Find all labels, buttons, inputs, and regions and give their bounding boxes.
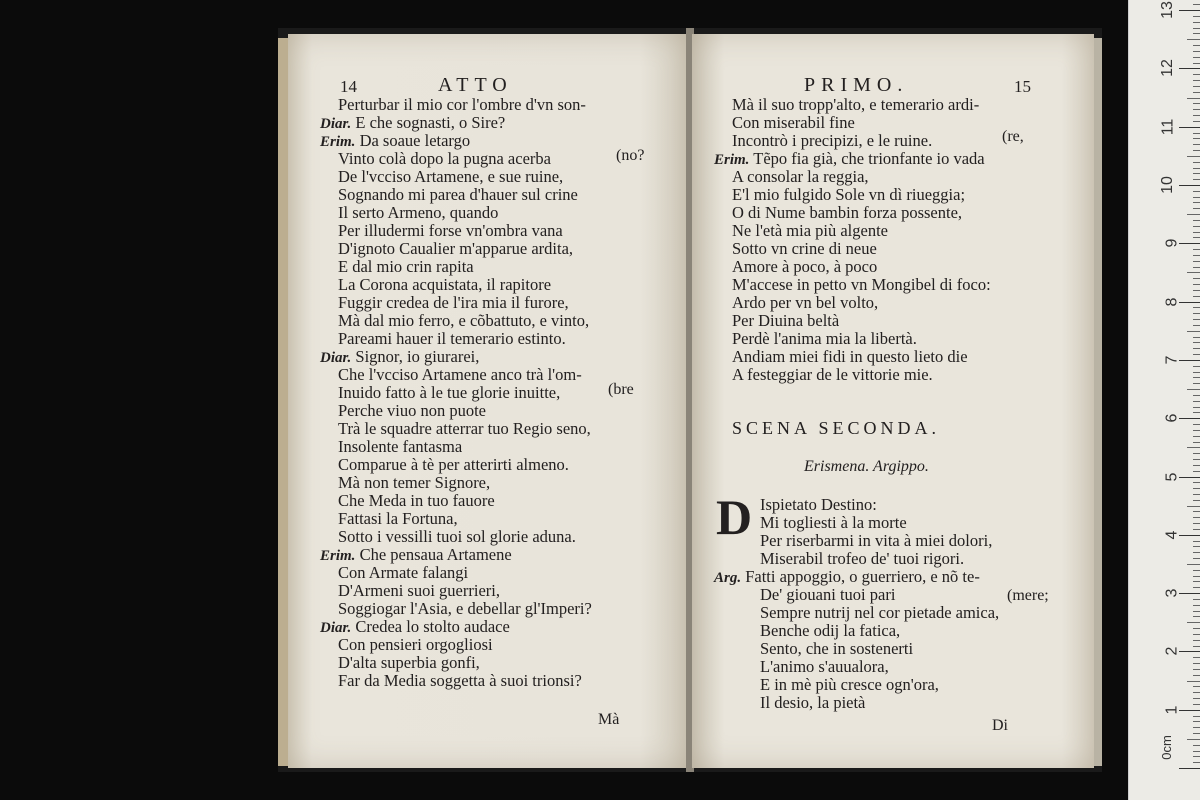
text-line (338, 204, 498, 222)
ruler-tick (1179, 127, 1200, 128)
ruler-tick (1193, 628, 1200, 629)
ruler-tick (1193, 762, 1200, 763)
text-line (760, 622, 900, 640)
ruler-tick (1193, 576, 1200, 577)
text-line (732, 240, 877, 258)
ruler-tick (1193, 307, 1200, 308)
verse-text: Sempre nutrij nel cor pietade amica, (760, 603, 1000, 622)
text-line (338, 276, 551, 294)
ruler-number: 12 (1159, 59, 1177, 78)
ruler-tick (1193, 727, 1200, 728)
ruler-number: 8 (1163, 297, 1181, 307)
ruler-tick (1193, 138, 1200, 139)
ruler-tick (1193, 366, 1200, 367)
speaker-label: Diar. (320, 620, 352, 636)
verse-text: Mi togliesti à la morte (760, 513, 907, 532)
ruler-tick (1193, 529, 1200, 530)
text-line (732, 168, 869, 186)
verse-text: Per riserbarmi in vita à miei dolori, (760, 531, 993, 550)
text-line (338, 96, 586, 114)
verse-text: Sognando mi parea d'hauer sul crine (338, 185, 578, 204)
text-line (338, 420, 591, 438)
speaker-label: Diar. (320, 350, 352, 366)
verse-text: E in mè più cresce ogn'ora, (760, 675, 939, 694)
text-line (338, 186, 578, 204)
text-line (338, 654, 480, 672)
scene-title: SCENA SECONDA. (732, 418, 941, 438)
text-line (338, 258, 474, 276)
ruler-tick (1193, 115, 1200, 116)
verse-text: D'alta superbia gonfi, (338, 653, 480, 672)
ruler-tick (1193, 249, 1200, 250)
verse-text: Perche viuo non puote (338, 401, 487, 420)
ruler-tick (1193, 412, 1200, 413)
ruler-tick (1193, 232, 1200, 233)
text-line (732, 222, 888, 240)
ruler-tick (1193, 372, 1200, 373)
ruler-tick (1193, 28, 1200, 29)
text-line (732, 366, 933, 384)
verse-text: Tẽpo fia già, che trionfante io vada (753, 149, 985, 168)
ruler-tick (1193, 337, 1200, 338)
ruler-tick (1193, 45, 1200, 46)
verse-text: A consolar la reggia, (732, 167, 869, 186)
ruler-tick (1187, 389, 1200, 390)
verse-text: Il desio, la pietà (760, 693, 866, 712)
ruler-tick (1179, 10, 1200, 11)
text-line (760, 550, 964, 568)
ruler-tick (1193, 237, 1200, 238)
verse-text: Fattasi la Fortuna, (338, 509, 458, 528)
ruler-number: 4 (1163, 530, 1181, 540)
ruler-tick (1193, 4, 1200, 5)
text-line (338, 528, 576, 546)
ruler-tick (1193, 471, 1200, 472)
text-line (732, 330, 917, 348)
text-line (732, 312, 839, 330)
ruler-tick (1179, 535, 1200, 536)
text-line (338, 330, 566, 348)
ruler-tick (1193, 692, 1200, 693)
ruler-tick (1193, 511, 1200, 512)
verse-text: Insolente fantasma (338, 437, 463, 456)
text-line (760, 514, 907, 532)
verse-text: O di Nume bambin forza possente, (732, 203, 963, 222)
ruler-tick (1193, 453, 1200, 454)
ruler-tick (1179, 710, 1200, 711)
ruler-tick (1193, 348, 1200, 349)
ruler-tick (1193, 173, 1200, 174)
ruler-tick (1193, 261, 1200, 262)
ruler-tick (1179, 68, 1200, 69)
ruler-tick (1179, 302, 1200, 303)
left-catchword: Mà (598, 711, 620, 728)
ruler-tick (1193, 494, 1200, 495)
left-page-header: ATTO (438, 74, 513, 96)
ruler-tick (1193, 168, 1200, 169)
ruler-tick (1179, 768, 1200, 769)
ruler-tick (1187, 447, 1200, 448)
ruler-tick (1193, 133, 1200, 134)
verse-text: Perdè l'anima mia la libertà. (732, 329, 917, 348)
ruler-number: 9 (1163, 238, 1181, 248)
ruler-tick (1187, 681, 1200, 682)
text-line (732, 348, 968, 366)
ruler-tick (1193, 459, 1200, 460)
ruler-tick (1193, 634, 1200, 635)
verse-text: Perturbar il mio cor l'ombre d'vn son- (338, 95, 586, 114)
ruler-tick (1179, 243, 1200, 244)
text-line (338, 150, 551, 168)
speaker-label: Arg. (714, 570, 742, 586)
ruler-tick (1193, 733, 1200, 734)
text-line (338, 222, 563, 240)
text-line (338, 240, 573, 258)
ruler-tick (1193, 290, 1200, 291)
verse-text: D'Armeni suoi guerrieri, (338, 581, 500, 600)
ruler-tick (1193, 202, 1200, 203)
verse-text: Mà non temer Signore, (338, 473, 491, 492)
ruler-tick (1193, 570, 1200, 571)
verse-text: E che sognasti, o Sire? (355, 113, 506, 132)
ruler-tick (1193, 541, 1200, 542)
verse-text: Incontrò i precipizi, e le ruine. (732, 131, 933, 150)
ruler-tick (1193, 92, 1200, 93)
right-catchword: Di (992, 717, 1008, 734)
text-line (732, 204, 962, 222)
ruler-tick (1193, 442, 1200, 443)
ruler-tick (1193, 377, 1200, 378)
speaker-label: Erim. (320, 134, 356, 150)
text-line (338, 492, 495, 510)
ruler-number: 10 (1159, 176, 1177, 194)
ruler-tick (1193, 74, 1200, 75)
ruler-tick (1193, 86, 1200, 87)
left-side-note: (bre (608, 381, 634, 398)
ruler-tick (1193, 424, 1200, 425)
text-line (760, 676, 939, 694)
ruler-tick (1187, 272, 1200, 273)
ruler-tick (1193, 57, 1200, 58)
scene-characters: Erismena. Argippo. (804, 458, 929, 475)
verse-text: Andiam miei fidi in questo lieto die (732, 347, 968, 366)
ruler-tick (1193, 401, 1200, 402)
ruler-tick (1193, 500, 1200, 501)
ruler-tick (1193, 616, 1200, 617)
verse-text: Mà dal mio ferro, e cõbattuto, e vinto, (338, 311, 590, 330)
ruler-tick (1193, 704, 1200, 705)
ruler-tick (1193, 103, 1200, 104)
ruler-tick (1193, 208, 1200, 209)
ruler-tick (1187, 564, 1200, 565)
ruler-tick (1193, 220, 1200, 221)
ruler-tick (1193, 179, 1200, 180)
verse-text: Fuggir credea de l'ira mia il furore, (338, 293, 569, 312)
ruler-tick (1187, 39, 1200, 40)
verse-text: Ispietato Destino: (760, 495, 877, 514)
left-side-note: (no? (616, 147, 645, 164)
ruler-tick (1193, 745, 1200, 746)
ruler-tick (1193, 558, 1200, 559)
ruler-number: 1 (1163, 705, 1181, 715)
ruler-tick (1193, 395, 1200, 396)
ruler-tick (1193, 197, 1200, 198)
ruler-tick (1193, 313, 1200, 314)
ruler-tick (1179, 477, 1200, 478)
verse-text: Che l'vcciso Artamene anco trà l'om- (338, 365, 582, 384)
text-line (338, 510, 458, 528)
verse-text: M'accese in petto vn Mongibel di foco: (732, 275, 991, 294)
text-line (338, 474, 490, 492)
ruler-tick (1193, 669, 1200, 670)
ruler-tick (1193, 552, 1200, 553)
ruler-tick (1193, 325, 1200, 326)
right-page-header: PRIMO. (804, 74, 909, 96)
ruler-tick (1193, 523, 1200, 524)
ruler-tick (1179, 360, 1200, 361)
text-line (760, 604, 999, 622)
ruler-tick (1179, 418, 1200, 419)
verse-text: E dal mio crin rapita (338, 257, 474, 276)
measuring-ruler (1128, 0, 1200, 800)
verse-text: Con pensieri orgogliosi (338, 635, 493, 654)
ruler-tick (1187, 622, 1200, 623)
text-line (732, 96, 979, 114)
ruler-tick (1193, 430, 1200, 431)
right-side-note: (re, (1002, 128, 1024, 145)
text-line (760, 586, 895, 604)
ruler-tick (1193, 407, 1200, 408)
ruler-tick (1193, 342, 1200, 343)
ruler-number: 3 (1163, 588, 1181, 598)
verse-text: Per Diuina beltà (732, 311, 840, 330)
ruler-tick (1193, 587, 1200, 588)
verse-text: Miserabil trofeo de' tuoi rigori. (760, 549, 965, 568)
text-line (732, 132, 932, 150)
ruler-tick (1187, 331, 1200, 332)
ruler-tick (1193, 22, 1200, 23)
text-line (732, 276, 991, 294)
ruler-tick (1193, 354, 1200, 355)
ruler-tick (1193, 121, 1200, 122)
ruler-tick (1193, 721, 1200, 722)
verse-text: Da soaue letargo (359, 131, 471, 150)
verse-text: Soggiogar l'Asia, e debellar gl'Imperi? (338, 599, 592, 618)
ruler-tick (1193, 63, 1200, 64)
verse-text: Benche odij la fatica, (760, 621, 901, 640)
ruler-tick (1193, 162, 1200, 163)
ruler-tick (1193, 383, 1200, 384)
ruler-tick (1193, 16, 1200, 17)
text-line (338, 456, 569, 474)
ruler-tick (1193, 278, 1200, 279)
text-line (732, 258, 877, 276)
ruler-tick (1193, 716, 1200, 717)
ruler-tick (1193, 517, 1200, 518)
text-line (760, 640, 913, 658)
text-line (338, 312, 589, 330)
ruler-tick (1193, 663, 1200, 664)
verse-text: Mà il suo tropp'alto, e temerario ardi- (732, 95, 980, 114)
verse-text: Far da Media soggetta à suoi trionsi? (338, 671, 582, 690)
verse-text: De l'vcciso Artamene, e sue ruine, (338, 167, 564, 186)
ruler-tick (1193, 646, 1200, 647)
text-line (732, 294, 878, 312)
text-line (338, 168, 563, 186)
ruler-tick (1193, 482, 1200, 483)
open-book (278, 28, 1102, 772)
ruler-tick (1187, 739, 1200, 740)
verse-text: Che pensaua Artamene (359, 545, 512, 564)
verse-text: Sento, che in sostenerti (760, 639, 914, 658)
drop-cap: D (716, 489, 753, 545)
ruler-tick (1193, 191, 1200, 192)
text-line (338, 672, 582, 690)
verse-text: Sotto vn crine di neue (732, 239, 877, 258)
ruler-unit-label: 0cm (1159, 735, 1175, 760)
verse-text: Signor, io giurarei, (355, 347, 480, 366)
ruler-tick (1179, 593, 1200, 594)
verse-text: Pareami hauer il temerario estinto. (338, 329, 566, 348)
ruler-tick (1193, 109, 1200, 110)
ruler-tick (1193, 581, 1200, 582)
ruler-tick (1193, 640, 1200, 641)
ruler-tick (1179, 651, 1200, 652)
text-line (760, 496, 877, 514)
ruler-tick (1193, 611, 1200, 612)
ruler-tick (1187, 156, 1200, 157)
text-line (760, 532, 992, 550)
verse-text: A festeggiar de le vittorie mie. (732, 365, 933, 384)
verse-text: Amore à poco, à poco (732, 257, 878, 276)
ruler-tick (1193, 751, 1200, 752)
verse-text: Che Meda in tuo fauore (338, 491, 495, 510)
ruler-tick (1193, 675, 1200, 676)
verse-text: Inuido fatto à le tue glorie inuitte, (338, 383, 561, 402)
verse-text: Ne l'età mia più algente (732, 221, 888, 240)
ruler-tick (1193, 267, 1200, 268)
verse-text: D'ignoto Caualier m'apparue ardita, (338, 239, 574, 258)
text-line (338, 600, 592, 618)
ruler-tick (1193, 144, 1200, 145)
verse-text: Con Armate falangi (338, 563, 469, 582)
ruler-tick (1193, 488, 1200, 489)
right-page-number: 15 (1014, 77, 1031, 96)
speaker-label: Erim. (320, 548, 356, 564)
text-line (338, 582, 500, 600)
left-page (288, 34, 688, 768)
verse-text: Ardo per vn bel volto, (732, 293, 879, 312)
text-line (338, 636, 493, 654)
speaker-label: Erim. (714, 152, 750, 168)
text-line (338, 384, 560, 402)
ruler-tick (1193, 657, 1200, 658)
ruler-number: 7 (1163, 355, 1181, 365)
ruler-tick (1193, 756, 1200, 757)
ruler-number: 13 (1159, 1, 1177, 19)
verse-text: Per illudermi forse vn'ombra vana (338, 221, 563, 240)
ruler-tick (1187, 98, 1200, 99)
ruler-tick (1193, 599, 1200, 600)
ruler-tick (1193, 296, 1200, 297)
text-line (760, 694, 865, 712)
verse-text: Credea lo stolto audace (355, 617, 510, 636)
ruler-tick (1193, 51, 1200, 52)
verse-text: La Corona acquistata, il rapitore (338, 275, 552, 294)
ruler-number: 6 (1163, 413, 1181, 423)
ruler-number: 11 (1159, 118, 1177, 135)
verse-text: Il serto Armeno, quando (338, 203, 499, 222)
ruler-tick (1187, 506, 1200, 507)
ruler-tick (1187, 214, 1200, 215)
text-line (338, 438, 462, 456)
verse-text: De' giouani tuoi pari (760, 585, 896, 604)
verse-text: Con miserabil fine (732, 113, 855, 132)
text-line (338, 402, 486, 420)
text-line (732, 186, 965, 204)
ruler-tick (1193, 436, 1200, 437)
ruler-tick (1193, 465, 1200, 466)
speaker-label: Diar. (320, 116, 352, 132)
ruler-tick (1193, 80, 1200, 81)
ruler-tick (1193, 150, 1200, 151)
text-line (760, 658, 889, 676)
text-line (338, 564, 468, 582)
text-line (338, 294, 569, 312)
ruler-number: 2 (1163, 646, 1181, 656)
verse-text: Comparue à tè per atterirti almeno. (338, 455, 569, 474)
ruler-tick (1193, 33, 1200, 34)
ruler-tick (1193, 698, 1200, 699)
ruler-tick (1179, 185, 1200, 186)
right-page (692, 34, 1094, 768)
verse-text: Vinto colà dopo la pugna acerba (338, 149, 551, 168)
verse-text: E'l mio fulgido Sole vn dì riueggia; (732, 185, 966, 204)
text-line (732, 114, 855, 132)
ruler-number: 5 (1163, 472, 1181, 481)
ruler-tick (1193, 686, 1200, 687)
right-side-note: (mere; (1007, 587, 1049, 604)
ruler-tick (1193, 319, 1200, 320)
ruler-tick (1193, 546, 1200, 547)
verse-text: Fatti appoggio, o guerriero, e nõ te- (745, 567, 980, 586)
ruler-tick (1193, 226, 1200, 227)
verse-text: Sotto i vessilli tuoi sol glorie aduna. (338, 527, 576, 546)
ruler-tick (1193, 605, 1200, 606)
ruler-tick (1193, 284, 1200, 285)
left-page-number: 14 (340, 77, 357, 96)
verse-text: L'animo s'auualora, (760, 657, 889, 676)
text-line (338, 366, 582, 384)
verse-text: Trà le squadre atterrar tuo Regio seno, (338, 419, 591, 438)
ruler-tick (1193, 255, 1200, 256)
